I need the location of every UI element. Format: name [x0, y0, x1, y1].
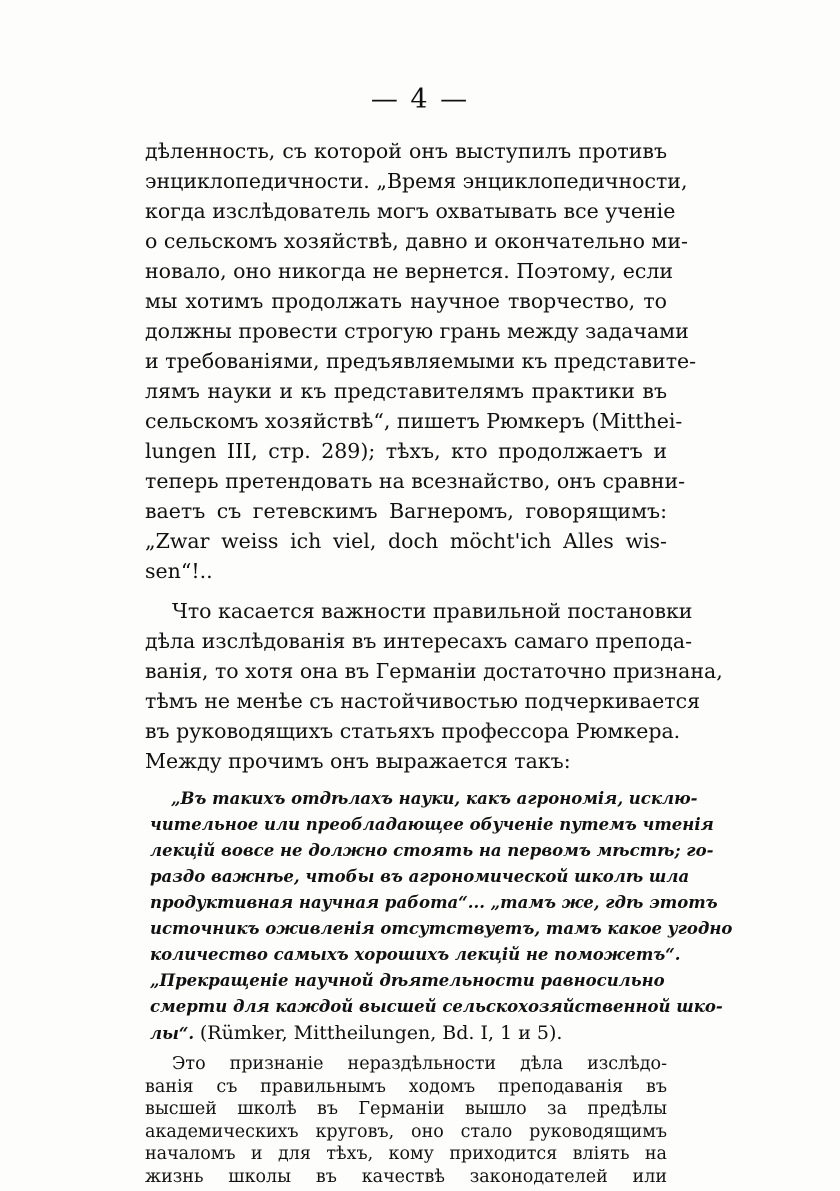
text-line: Между прочимъ онъ выражается такъ:: [145, 749, 571, 773]
quote-line: лекцій вовсе не должно стоять на первомъ мѣстѣ; го-: [150, 841, 714, 860]
quote-source: (Rümker, Mittheilungen, Bd. I, 1 и 5).: [199, 1022, 563, 1044]
text-line: теперь претендовать на всезнайство, онъ сравни-: [145, 469, 686, 493]
text-line: lungen III, стр. 289); тѣхъ, кто продолжаетъ и: [145, 439, 667, 463]
text-line: академическихъ круговъ, оно стало руководящимъ: [145, 1121, 667, 1142]
text-line: въ руководящихъ статьяхъ профессора Рюмкера.: [145, 719, 681, 743]
quote-line: чительное или преобладающее обученіе путемъ чтенія: [150, 815, 714, 834]
text-line: о сельскомъ хозяйствѣ, давно и окончательно ми-: [145, 229, 688, 253]
text-line: лямъ науки и къ представителямъ практики въ: [145, 379, 667, 403]
text-line: ваетъ съ гетевскимъ Вагнеромъ, говорящимъ:: [145, 499, 667, 523]
text-line: дѣленность, съ которой онъ выступилъ противъ: [145, 139, 667, 163]
quote-line: „Въ такихъ отдѣлахъ науки, какъ агрономія, исклю-: [171, 789, 698, 808]
text-line: Это признаніе нераздѣльности дѣла изслѣдо-: [172, 1054, 667, 1074]
text-line: Что касается важности правильной постановки: [172, 599, 693, 623]
text-line: началомъ и для тѣхъ, кому приходится вліять на: [145, 1144, 667, 1164]
quote-line: „Прекращеніе научной дѣятельности равносильно: [150, 971, 665, 990]
quote-line: раздо важнѣе, чтобы въ агрономической школѣ шла: [150, 867, 690, 886]
quote-line: количество самыхъ хорошихъ лекцій не поможетъ“.: [150, 945, 681, 964]
text-line: ванія, то хотя она въ Германіи достаточно признана,: [145, 659, 723, 683]
text-line: высшей школѣ въ Германіи вышло за предѣлы: [145, 1099, 667, 1119]
quote-line: смерти для каждой высшей сельскохозяйственной шко-: [150, 997, 723, 1016]
text-line: ванія съ правильнымъ ходомъ преподаванія въ: [145, 1076, 667, 1097]
text-line: мы хотимъ продолжать научное творчество, то: [145, 289, 667, 313]
text-line: и требованіями, предъявляемыми къ представите-: [145, 349, 697, 373]
text-line: „Zwar weiss ich viel, doch möcht'ich Alles wis-: [145, 529, 667, 553]
text-line: должны провести строгую грань между задачами: [145, 319, 689, 343]
quote-ending: лы“.: [150, 1024, 195, 1043]
text-line: жизнь школы въ качествѣ законодателей или: [145, 1166, 667, 1187]
text-line: новало, оно никогда не вернется. Поэтому, если: [145, 259, 674, 283]
text-line: когда изслѣдователь могъ охватывать все ученіе: [145, 199, 676, 223]
page-number: — 4 —: [370, 84, 470, 115]
text-line: дѣла изслѣдованія въ интересахъ самаго препода-: [145, 629, 692, 653]
text-line: сельскомъ хозяйствѣ“, пишетъ Рюмкеръ (Mittheі-: [145, 409, 683, 433]
text-line: тѣмъ не менѣе съ настойчивостью подчеркивается: [145, 689, 701, 713]
text-line: sen“!..: [145, 559, 213, 583]
text-line: энциклопедичности. „Время энциклопедичности,: [145, 169, 688, 193]
quote-last-line: [150, 1020, 657, 1046]
quote-line: источникъ оживленія отсутствуетъ, тамъ какое угодно: [150, 919, 733, 938]
quote-line: продуктивная научная работа“... „тамъ же, гдѣ этотъ: [150, 893, 718, 912]
